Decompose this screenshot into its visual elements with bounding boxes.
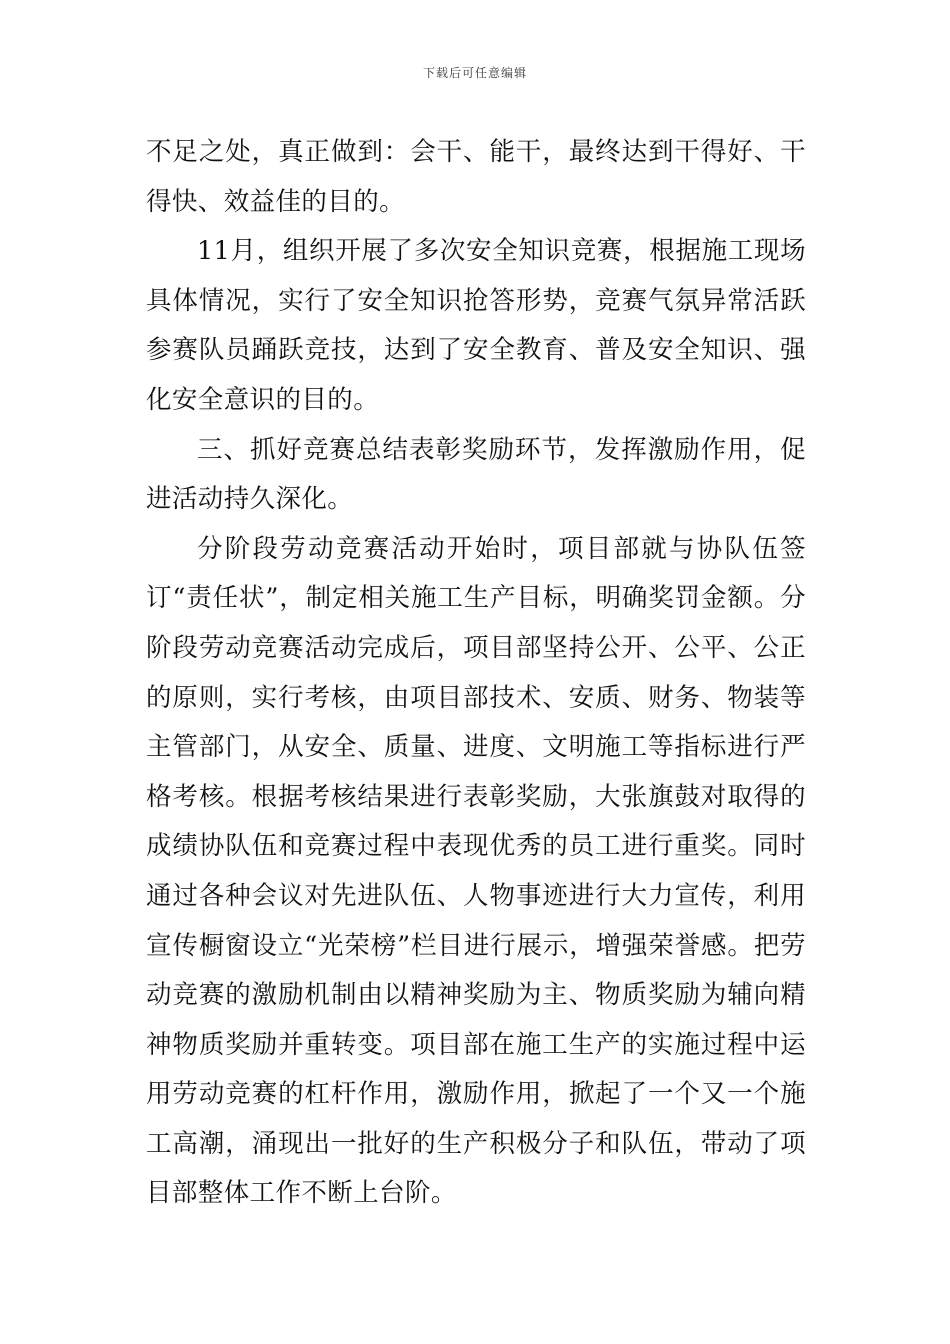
page-header-note: 下载后可任意编辑 xyxy=(422,66,527,80)
section-heading-three: 三、抓好竞赛总结表彰奖励环节，发挥激励作用，促进活动持久深化。 xyxy=(146,434,806,515)
paragraph-safety-contest: 11月，组织开展了多次安全知识竞赛，根据施工现场具体情况，实行了安全知识抢答形势，竞赛气氛异常活跃参赛队员踊跃竞技，达到了安全教育、普及安全知识、强化安全意识的目的。 xyxy=(146,236,806,415)
paragraph-rewards: 分阶段劳动竞赛活动开始时，项目部就与协队伍签订“责任状”，制定相关施工生产目标，明确奖罚金额。分阶段劳动竞赛活动完成后，项目部坚持公开、公平、公正的原则，实行考核，由项目部技术、安质、财务、物装等主管部门，从安全、质量、进度、文明施工等指标进行严格考核。根据考核结果进行表彰奖励，大张旗鼓对取得的成绩协队伍和竞赛过程中表现优秀的员工进行重奖。同时通过各种会议对先进队伍、人物事迹进行大力宣传，利用宣传橱窗设立“光荣榜”栏目进行展示，增强荣誉感。把劳动竞赛的激励机制由以精神奖励为主、物质奖励为辅向精神物质奖励并重转变。项目部在施工生产的实施过程中运用劳动竞赛的杠杆作用，激励作用，掀起了一个又一个施工高潮，涌现出一批好的生产积极分子和队伍，带动了项目部整体工作不断上台阶。 xyxy=(146,533,806,1209)
document-body xyxy=(146,128,806,1219)
paragraph-continuation: 不足之处，真正做到：会干、能干，最终达到干得好、干得快、效益佳的目的。 xyxy=(146,137,806,217)
